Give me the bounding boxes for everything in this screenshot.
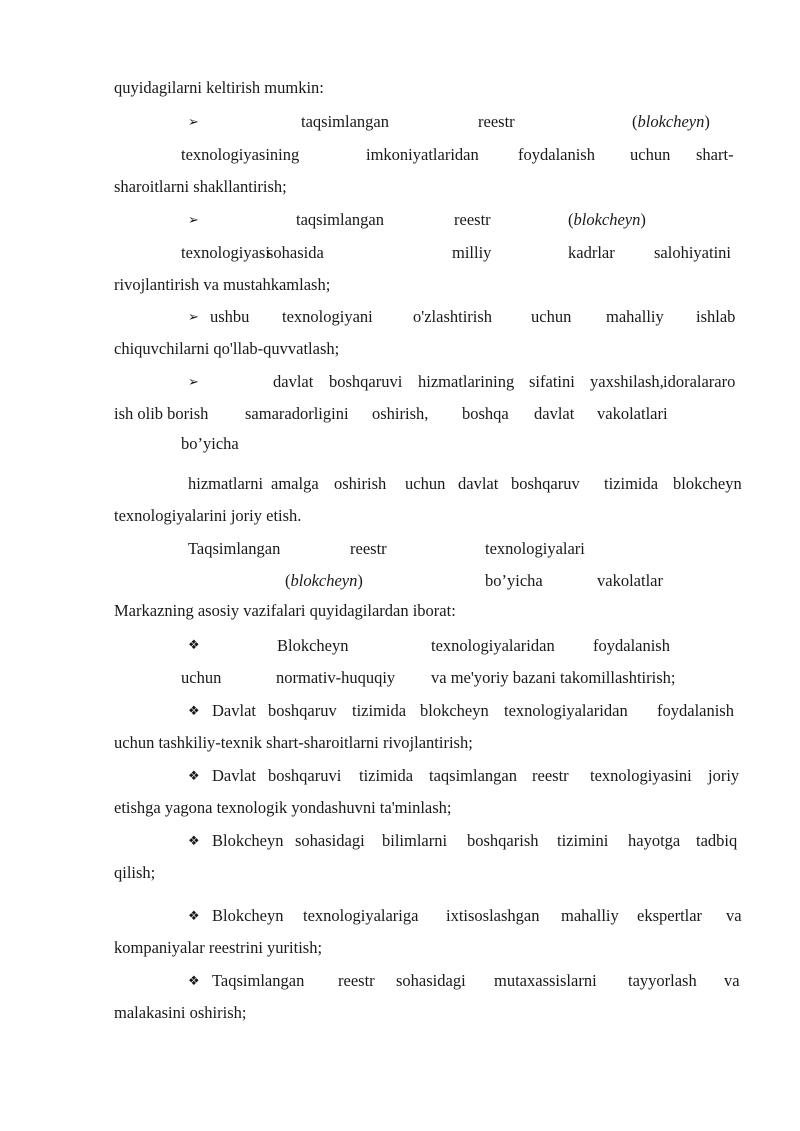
word: uchun bbox=[181, 668, 222, 687]
word: tizimida bbox=[352, 701, 407, 720]
word: taqsimlangan bbox=[429, 766, 517, 785]
text-line: etishga yagona texnologik yondashuvni ta'minlash; bbox=[114, 798, 452, 817]
text-line: texnologiyalarini joriy etish. bbox=[114, 506, 302, 525]
word: oshirish bbox=[334, 474, 387, 493]
word: Taqsimlangan bbox=[212, 971, 305, 990]
word: tizimida bbox=[604, 474, 659, 493]
word: samaradorligini bbox=[245, 404, 349, 423]
diamond-bullet-icon: ❖ bbox=[188, 974, 200, 989]
word: Taqsimlangan bbox=[188, 539, 281, 558]
word: sifatini bbox=[529, 372, 575, 391]
word: taqsimlangan bbox=[301, 112, 389, 131]
word: sohasidagi bbox=[295, 831, 365, 850]
word: sohasida bbox=[267, 243, 324, 262]
word: ishlab bbox=[696, 307, 736, 326]
text-line: kompaniyalar reestrini yuritish; bbox=[114, 938, 323, 957]
word: amalga bbox=[271, 474, 319, 493]
word: texnologiyasi bbox=[181, 243, 270, 262]
word: texnologiyalaridan bbox=[504, 701, 628, 720]
word: va bbox=[724, 971, 740, 990]
word: tadbiq bbox=[696, 831, 738, 850]
word: hizmatlarni bbox=[188, 474, 264, 493]
word: o'zlashtirish bbox=[413, 307, 493, 326]
word: texnologiyalari bbox=[485, 539, 585, 558]
word: taqsimlangan bbox=[296, 210, 384, 229]
word: oshirish, bbox=[372, 404, 429, 423]
word: reestr bbox=[350, 539, 387, 558]
word: mahalliy bbox=[606, 307, 664, 326]
word: ushbu bbox=[210, 307, 250, 326]
word: foydalanish bbox=[518, 145, 595, 164]
text-line: qilish; bbox=[114, 863, 156, 882]
word: idoralararo bbox=[663, 372, 736, 391]
arrow-bullet-icon: ➢ bbox=[188, 115, 199, 130]
word: shart- bbox=[696, 145, 734, 164]
word: sohasidagi bbox=[396, 971, 466, 990]
text-line: malakasini oshirish; bbox=[114, 1003, 247, 1022]
word: milliy bbox=[452, 243, 492, 262]
word: hayotga bbox=[628, 831, 681, 850]
text-line: bo’yicha bbox=[181, 434, 239, 453]
word: vakolatlari bbox=[597, 404, 668, 423]
diamond-bullet-icon: ❖ bbox=[188, 704, 200, 719]
word: Blokcheyn bbox=[212, 831, 284, 850]
word: kadrlar bbox=[568, 243, 615, 262]
word: bo’yicha bbox=[485, 571, 543, 590]
word: uchun bbox=[630, 145, 671, 164]
word: tayyorlash bbox=[628, 971, 697, 990]
word: ixtisoslashgan bbox=[446, 906, 540, 925]
word: blokcheyn bbox=[673, 474, 742, 493]
word: Davlat bbox=[212, 766, 256, 785]
text-line: rivojlantirish va mustahkamlash; bbox=[114, 275, 331, 294]
word: yaxshilash, bbox=[590, 372, 664, 391]
word: ekspertlar bbox=[637, 906, 703, 925]
text-line: sharoitlarni shakllantirish; bbox=[114, 177, 287, 196]
word: reestr bbox=[338, 971, 375, 990]
diamond-bullet-icon: ❖ bbox=[188, 909, 200, 924]
word: mutaxassislarni bbox=[494, 971, 597, 990]
word: normativ-huquqiy bbox=[276, 668, 396, 687]
arrow-bullet-icon: ➢ bbox=[188, 310, 199, 325]
word-italic-group: (blokcheyn) bbox=[632, 112, 710, 131]
word: reestr bbox=[454, 210, 491, 229]
word: uchun bbox=[405, 474, 446, 493]
word: foydalanish bbox=[593, 636, 670, 655]
word: imkoniyatlaridan bbox=[366, 145, 479, 164]
word: Blokcheyn bbox=[212, 906, 284, 925]
word: hizmatlarining bbox=[418, 372, 515, 391]
word-italic-group: (blokcheyn) bbox=[568, 210, 646, 229]
word: boshqa bbox=[462, 404, 509, 423]
word: tizimida bbox=[359, 766, 414, 785]
word: boshqaruv bbox=[511, 474, 580, 493]
word: tizimini bbox=[557, 831, 609, 850]
word: reestr bbox=[478, 112, 515, 131]
word: foydalanish bbox=[657, 701, 734, 720]
diamond-bullet-icon: ❖ bbox=[188, 769, 200, 784]
word: texnologiyasining bbox=[181, 145, 300, 164]
word-italic-group: (blokcheyn) bbox=[285, 571, 363, 590]
word: boshqarish bbox=[467, 831, 539, 850]
text-line: uchun tashkiliy-texnik shart-sharoitlarni rivojlantirish; bbox=[114, 733, 473, 752]
text-line: Markazning asosiy vazifalari quyidagilardan iborat: bbox=[114, 601, 456, 620]
word: blokcheyn bbox=[420, 701, 489, 720]
word: ish olib borish bbox=[114, 404, 209, 423]
word: vakolatlar bbox=[597, 571, 663, 590]
word: davlat bbox=[458, 474, 499, 493]
diamond-bullet-icon: ❖ bbox=[188, 638, 200, 653]
intro-line: quyidagilarni keltirish mumkin: bbox=[114, 78, 324, 97]
word: boshqaruvi bbox=[329, 372, 403, 391]
word: Blokcheyn bbox=[277, 636, 349, 655]
word: va me'yoriy bazani takomillashtirish; bbox=[431, 668, 676, 687]
word: salohiyatini bbox=[654, 243, 731, 262]
word: boshqaruv bbox=[268, 701, 337, 720]
word: Davlat bbox=[212, 701, 256, 720]
text-line: chiquvchilarni qo'llab-quvvatlash; bbox=[114, 339, 340, 358]
word: va bbox=[726, 906, 742, 925]
arrow-bullet-icon: ➢ bbox=[188, 375, 199, 390]
arrow-bullet-icon: ➢ bbox=[188, 213, 199, 228]
word: davlat bbox=[534, 404, 575, 423]
word: mahalliy bbox=[561, 906, 619, 925]
word: uchun bbox=[531, 307, 572, 326]
word: bilimlarni bbox=[382, 831, 448, 850]
word: davlat bbox=[273, 372, 314, 391]
word: texnologiyasini bbox=[590, 766, 692, 785]
word: reestr bbox=[532, 766, 569, 785]
word: boshqaruvi bbox=[268, 766, 342, 785]
word: joriy bbox=[708, 766, 740, 785]
word: texnologiyalariga bbox=[303, 906, 419, 925]
diamond-bullet-icon: ❖ bbox=[188, 834, 200, 849]
word: texnologiyani bbox=[282, 307, 373, 326]
word: texnologiyalaridan bbox=[431, 636, 555, 655]
